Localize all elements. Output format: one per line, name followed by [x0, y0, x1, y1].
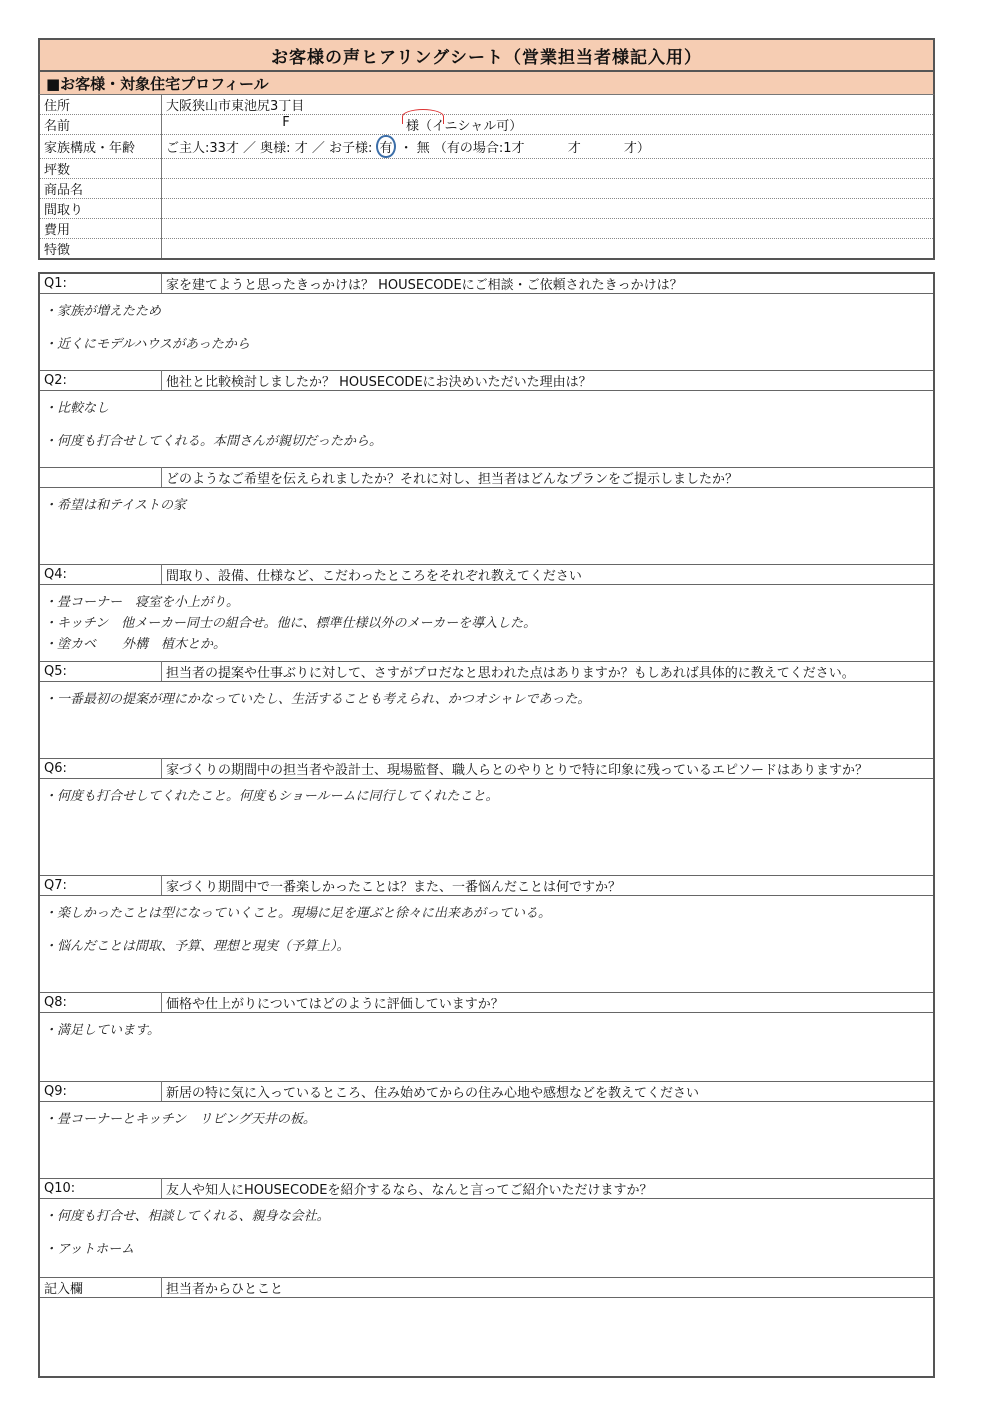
profile-label: 家族構成・年齢 — [39, 135, 162, 159]
question-text: 他社と比較検討しましたか？ HOUSECODEにお決めいただいた理由は？ — [162, 371, 935, 391]
profile-row-name — [39, 115, 934, 135]
profile-value — [162, 179, 935, 199]
profile-label: 特徴 — [39, 239, 162, 260]
question-label: Q4: — [39, 565, 162, 585]
question-label: 記入欄 — [39, 1278, 162, 1298]
answer-line: ・近くにモデルハウスがあったから — [44, 337, 250, 352]
question-text: 間取り、設備、仕様など、こだわったところをそれぞれ教えてください — [162, 565, 935, 585]
family-text-rest: ・ 無 （有の場合:1才 才 才） — [399, 141, 650, 156]
profile-value — [162, 135, 935, 159]
sheet-title: お客様の声ヒアリングシート（営業担当者様記入用） — [38, 38, 935, 72]
handwritten-answer — [39, 779, 934, 876]
handwritten-answer — [39, 391, 934, 468]
question-text: どのようなご希望を伝えられましたか？それに対し、担当者はどんなプランをご提示しましたか？ — [162, 468, 935, 488]
profile-value — [162, 115, 935, 135]
question-label: Q6: — [39, 759, 162, 779]
answer-row — [39, 391, 934, 468]
profile-row-tsubo — [39, 159, 934, 179]
handwritten-answer — [39, 488, 934, 565]
question-row — [39, 1278, 934, 1298]
handwritten-answer — [39, 1013, 934, 1082]
answer-row — [39, 585, 934, 662]
answer-row — [39, 896, 934, 993]
question-row — [39, 993, 934, 1013]
question-text: 家づくり期間中で一番楽しかったことは？また、一番悩んだことは何ですか？ — [162, 876, 935, 896]
answer-line: ・何度も打合せしてくれたこと。何度もショールームに同行してくれたこと。 — [44, 789, 499, 804]
handwritten-answer — [39, 294, 934, 371]
profile-row-product — [39, 179, 934, 199]
profile-row-features — [39, 239, 934, 260]
answer-line: ・畳コーナー 寝室を小上がり。 — [44, 595, 240, 610]
question-row — [39, 1082, 934, 1102]
question-row — [39, 371, 934, 391]
children-yes-circled: 有 — [376, 135, 395, 158]
answer-row — [39, 1199, 934, 1278]
profile-value — [162, 219, 935, 239]
question-row — [39, 273, 934, 294]
question-row — [39, 1179, 934, 1199]
hearing-sheet — [38, 38, 935, 1378]
handwritten-answer — [39, 1102, 934, 1179]
profile-row-family — [39, 135, 934, 159]
question-text: 担当者からひとこと — [162, 1278, 935, 1298]
family-text: ご主人:33才 ／ 奥様: 才 ／ お子様: — [166, 141, 373, 156]
answer-row — [39, 1298, 934, 1378]
question-label — [39, 468, 162, 488]
answer-row — [39, 779, 934, 876]
profile-value — [162, 199, 935, 219]
question-row — [39, 662, 934, 682]
question-label: Q2: — [39, 371, 162, 391]
answer-line: ・キッチン 他メーカー同士の組合せ。他に、標準仕様以外のメーカーを導入した。 — [44, 616, 537, 631]
profile-row-floorplan — [39, 199, 934, 219]
answer-line: ・塗カベ 外構 植木とか。 — [44, 637, 227, 652]
answer-line: ・家族が増えたため — [44, 304, 162, 319]
answer-row — [39, 294, 934, 371]
question-text: 家を建てようと思ったきっかけは？ HOUSECODEにご相談・ご依頼されたきっかけは？ — [162, 273, 935, 294]
answer-line: ・楽しかったことは型になっていくこと。現場に足を運ぶと徐々に出来あがっている。 — [44, 906, 552, 921]
qa-table — [38, 272, 935, 1378]
question-row — [39, 565, 934, 585]
answer-row — [39, 1013, 934, 1082]
question-text: 担当者の提案や仕事ぶりに対して、さすがプロだなと思われた点はありますか？もしあれば具体的に教えてください。 — [162, 662, 935, 682]
answer-line: ・悩んだことは間取、予算、理想と現実（予算上）。 — [44, 939, 350, 954]
handwritten-answer — [39, 1199, 934, 1278]
profile-row-address — [39, 95, 934, 115]
profile-table — [38, 95, 935, 260]
question-text: 家づくりの期間中の担当者や設計士、現場監督、職人らとのやりとりで特に印象に残っているエピソードはありますか？ — [162, 759, 935, 779]
answer-line: ・比較なし — [44, 401, 110, 416]
handwritten-answer — [39, 896, 934, 993]
answer-line: ・満足しています。 — [44, 1023, 160, 1038]
answer-line: ・希望は和テイストの家 — [44, 498, 186, 513]
profile-value — [162, 239, 935, 260]
question-text: 友人や知人にHOUSECODEを紹介するなら、なんと言ってご紹介いただけますか？ — [162, 1179, 935, 1199]
answer-row — [39, 682, 934, 759]
answer-row — [39, 488, 934, 565]
profile-label: 名前 — [39, 115, 162, 135]
name-suffix: 様（イニシャル可） — [406, 115, 522, 134]
answer-line: ・何度も打合せしてくれる。本間さんが親切だったから。 — [44, 434, 383, 449]
question-label: Q10: — [39, 1179, 162, 1199]
question-label: Q8: — [39, 993, 162, 1013]
handwritten-answer — [39, 1298, 934, 1378]
question-row — [39, 468, 934, 488]
profile-value — [162, 159, 935, 179]
question-text: 新居の特に気に入っているところ、住み始めてからの住み心地や感想などを教えてください — [162, 1082, 935, 1102]
question-label: Q9: — [39, 1082, 162, 1102]
profile-row-cost — [39, 219, 934, 239]
profile-label: 住所 — [39, 95, 162, 115]
answer-line: ・畳コーナーとキッチン リビング天井の板。 — [44, 1112, 316, 1127]
profile-label: 間取り — [39, 199, 162, 219]
question-label: Q5: — [39, 662, 162, 682]
profile-label: 費用 — [39, 219, 162, 239]
question-row — [39, 759, 934, 779]
question-row — [39, 876, 934, 896]
answer-row — [39, 1102, 934, 1179]
handwritten-answer — [39, 682, 934, 759]
answer-line: ・一番最初の提案が理にかなっていたし、生活することも考えられ、かつオシャレであった。 — [44, 692, 591, 707]
answer-line: ・何度も打合せ、相談してくれる、親身な会社。 — [44, 1209, 330, 1224]
name-initial: F — [282, 115, 290, 130]
profile-label: 坪数 — [39, 159, 162, 179]
profile-section-title: ■お客様・対象住宅プロフィール — [38, 72, 935, 95]
question-text: 価格や仕上がりについてはどのように評価していますか？ — [162, 993, 935, 1013]
profile-label: 商品名 — [39, 179, 162, 199]
question-label: Q7: — [39, 876, 162, 896]
answer-line: ・アットホーム — [44, 1242, 135, 1257]
handwritten-answer — [39, 585, 934, 662]
profile-value: 大阪狭山市東池尻3丁目 — [162, 95, 935, 115]
question-label: Q1: — [39, 273, 162, 294]
